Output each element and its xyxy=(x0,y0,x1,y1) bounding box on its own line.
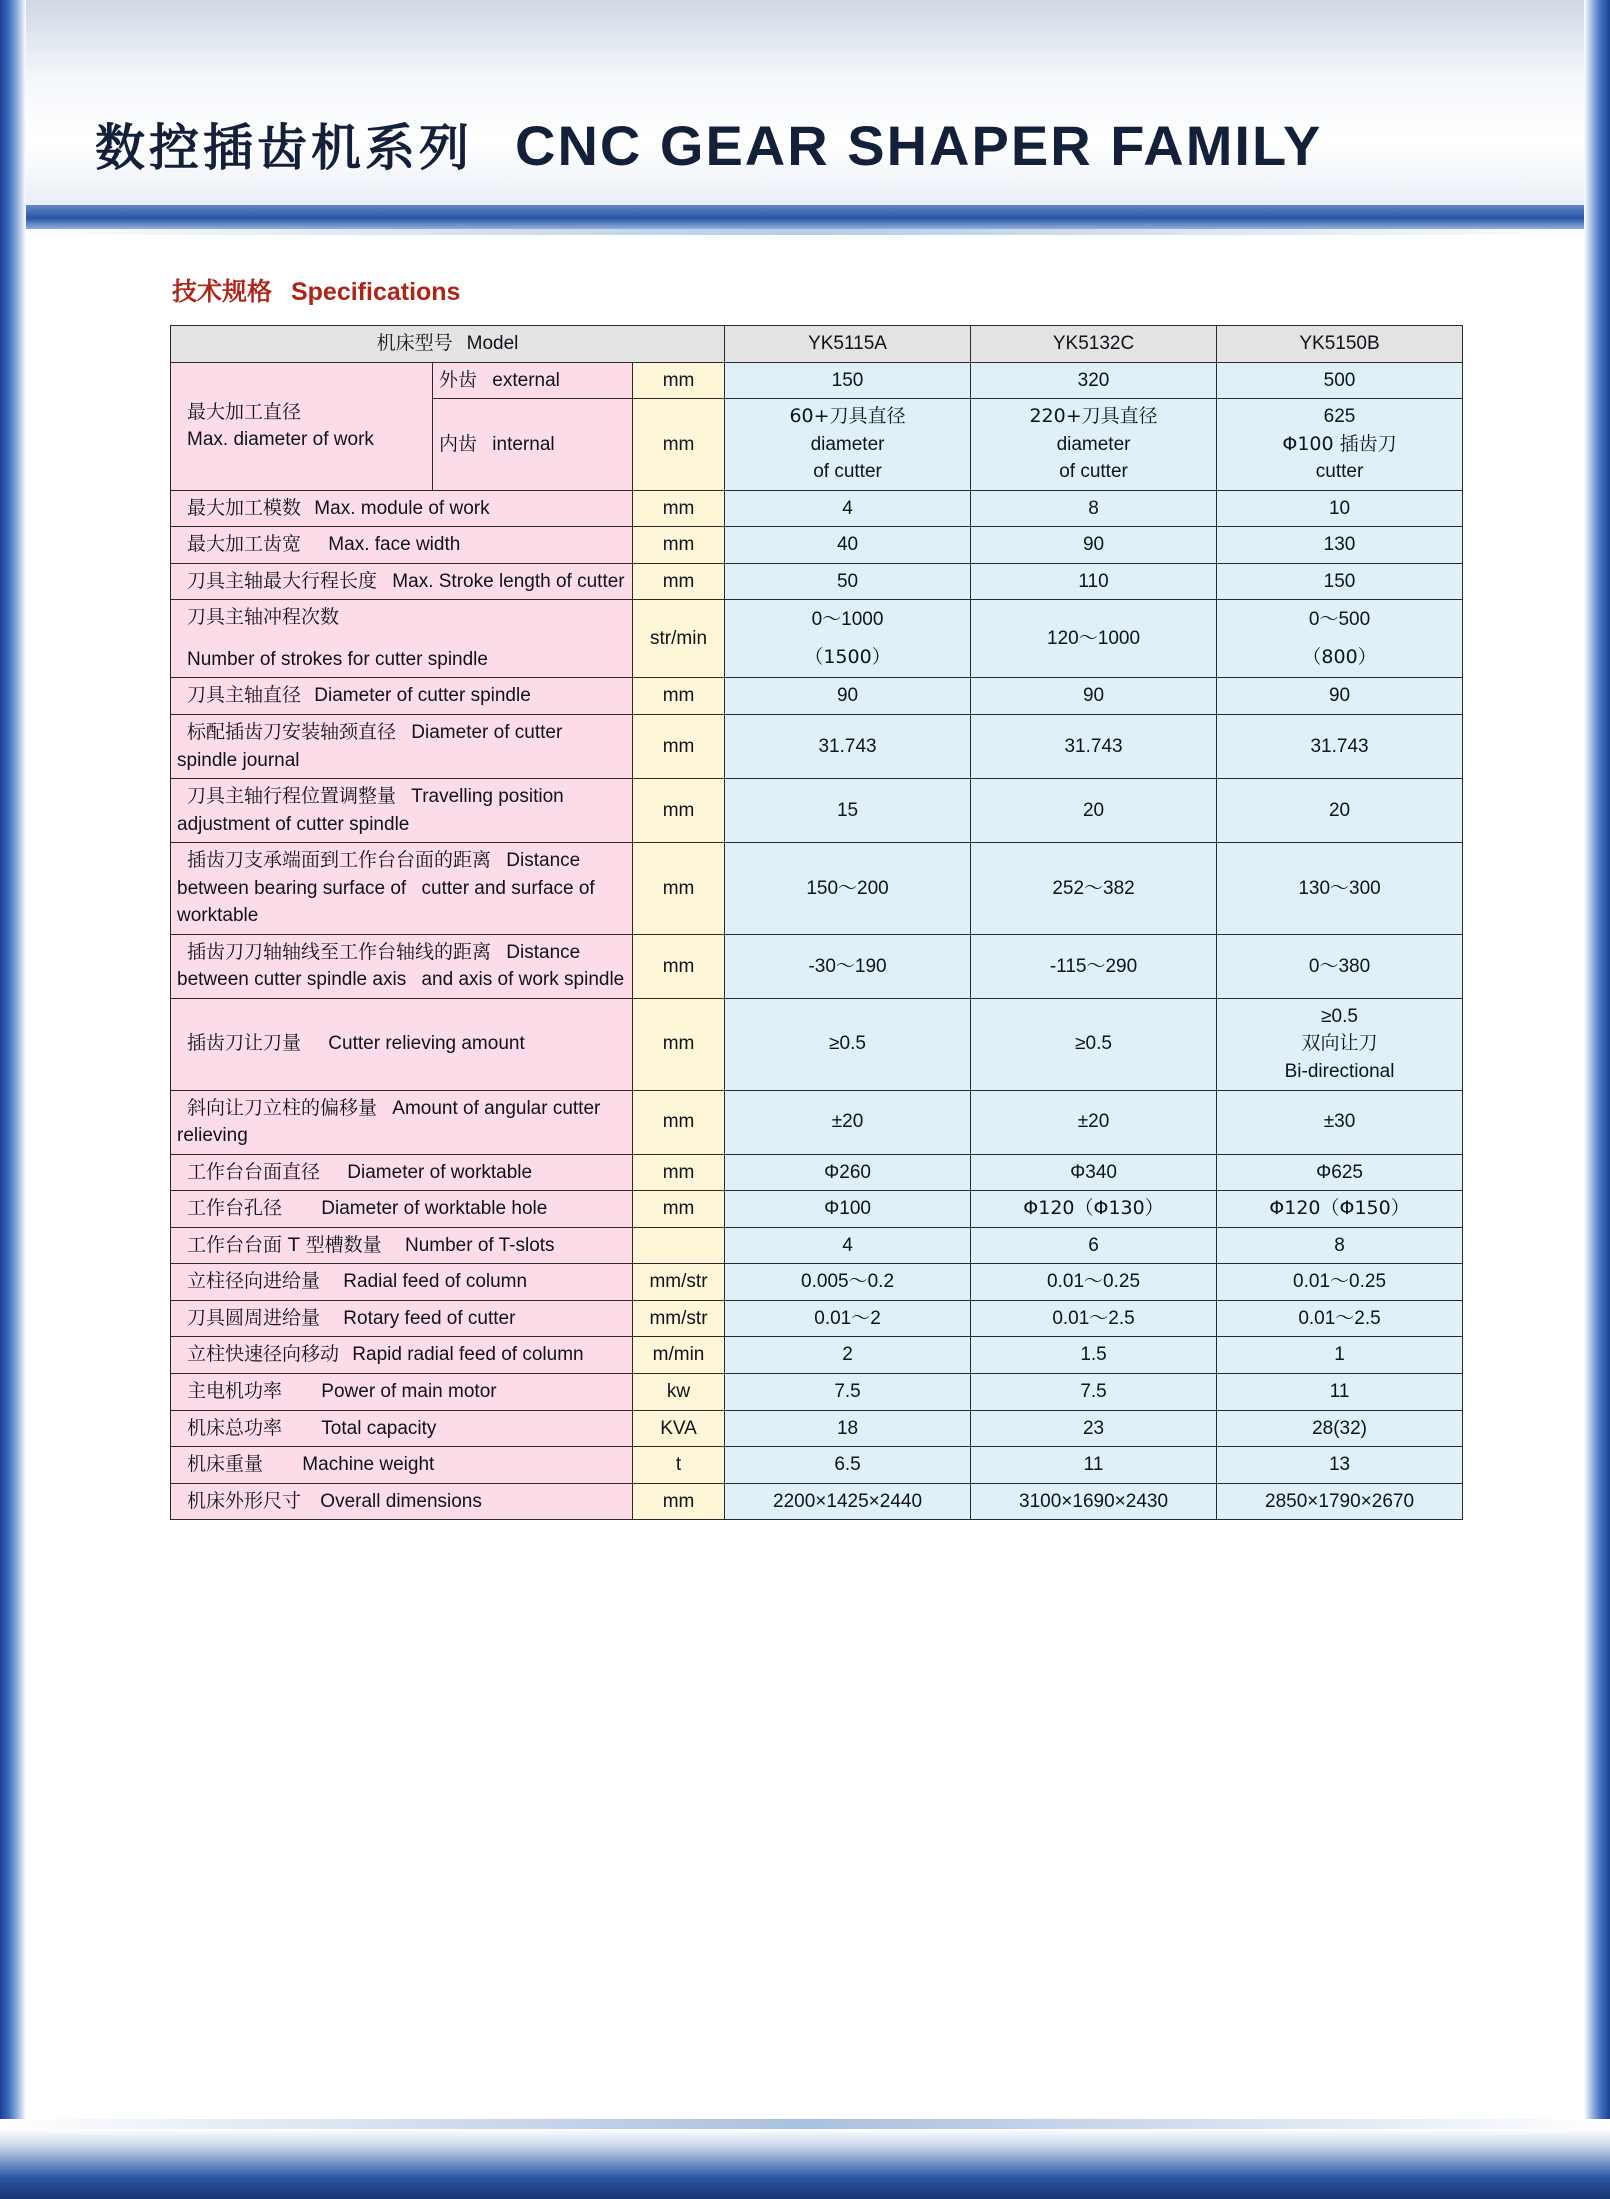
row-label-en: Rotary feed of cutter xyxy=(343,1307,516,1329)
cell-value: 500 xyxy=(1217,362,1463,399)
cell-value: 150 xyxy=(1217,563,1463,600)
header-rule xyxy=(0,205,1610,229)
row-unit: mm/str xyxy=(633,1300,725,1337)
row-label-cn: 工作台台面直径 xyxy=(187,1160,321,1183)
row-unit: kw xyxy=(633,1373,725,1410)
header-rule-highlight xyxy=(0,229,1610,235)
cell-value: 7.5 xyxy=(725,1373,971,1410)
cell-value: ±20 xyxy=(971,1090,1217,1154)
cell-value: Φ340 xyxy=(971,1154,1217,1191)
cell-value: 20 xyxy=(1217,779,1463,843)
right-decorative-bar xyxy=(1584,0,1610,2199)
table-row xyxy=(171,600,1463,678)
row-label-travel-adjust xyxy=(171,779,633,843)
row-label-cn: 机床总功率 xyxy=(187,1416,283,1439)
cell-value: 6 xyxy=(971,1227,1217,1264)
row-label-cutter-spindle-dia xyxy=(171,678,633,715)
row-label-en: Max. Stroke length of cutter xyxy=(392,570,625,592)
sublabel-en: internal xyxy=(492,433,555,455)
row-label-cn: 最大加工直径 xyxy=(187,400,302,423)
table-row xyxy=(171,490,1463,527)
sublabel-cn: 内齿 xyxy=(439,432,478,455)
row-label-strokes xyxy=(171,600,633,678)
header-model-3: YK5150B xyxy=(1217,326,1463,363)
cell-value: 3100×1690×2430 xyxy=(971,1483,1217,1520)
row-sublabel-external xyxy=(433,362,633,399)
cell-value: 90 xyxy=(971,678,1217,715)
cell-value: 0～380 xyxy=(1217,934,1463,998)
table-row xyxy=(171,715,1463,779)
section-title xyxy=(172,272,460,308)
row-label-machine-weight xyxy=(171,1447,633,1484)
cell-value: Φ625 xyxy=(1217,1154,1463,1191)
row-label-en2: and axis of work spindle xyxy=(421,969,625,991)
row-label-cn: 刀具圆周进给量 xyxy=(187,1306,321,1329)
sublabel-en: external xyxy=(492,369,560,391)
row-label-en: Max. diameter of work xyxy=(187,429,374,451)
row-label-en: Max. face width xyxy=(328,534,461,556)
row-label-en: Number of strokes for cutter spindle xyxy=(187,648,488,670)
row-label-max-stroke xyxy=(171,563,633,600)
row-label-cn: 立柱快速径向移动 xyxy=(187,1343,340,1366)
row-label-worktable-dia xyxy=(171,1154,633,1191)
cell-value: 7.5 xyxy=(971,1373,1217,1410)
cell-value: -30～190 xyxy=(725,934,971,998)
cell-value: 15 xyxy=(725,779,971,843)
row-label-cn: 立柱径向进给量 xyxy=(187,1270,321,1293)
row-unit: str/min xyxy=(633,600,725,678)
cell-value: 2 xyxy=(725,1337,971,1374)
row-label-cn: 最大加工齿宽 xyxy=(187,533,302,556)
cell-value: 120～1000 xyxy=(971,600,1217,678)
row-label-en: Amount of angular cutter relieving xyxy=(177,1097,601,1147)
header-model-cn: 机床型号 xyxy=(376,332,453,354)
table-row xyxy=(171,563,1463,600)
cell-value: 8 xyxy=(971,490,1217,527)
row-label-en: Diameter of worktable xyxy=(347,1161,533,1183)
row-label-en: Machine weight xyxy=(302,1454,435,1476)
row-label-cn: 刀具主轴行程位置调整量 xyxy=(187,785,397,808)
table-row xyxy=(171,1483,1463,1520)
cell-value: 10 xyxy=(1217,490,1463,527)
cell-value: 150 xyxy=(725,362,971,399)
cell-value: 130 xyxy=(1217,527,1463,564)
row-label-en: Diameter of worktable hole xyxy=(321,1198,548,1220)
specifications-table xyxy=(170,325,1463,1520)
row-label-worktable-hole xyxy=(171,1191,633,1228)
cell-value: 90 xyxy=(1217,678,1463,715)
cell-value: 2850×1790×2670 xyxy=(1217,1483,1463,1520)
table-row xyxy=(171,1264,1463,1301)
table-row xyxy=(171,843,1463,935)
cell-value: 28(32) xyxy=(1217,1410,1463,1447)
table-row xyxy=(171,1300,1463,1337)
table-row xyxy=(171,1227,1463,1264)
row-label-en: Cutter relieving amount xyxy=(328,1033,525,1055)
table-header-row xyxy=(171,326,1463,363)
cell-value: 8 xyxy=(1217,1227,1463,1264)
row-unit: mm xyxy=(633,1483,725,1520)
cell-value: 150～200 xyxy=(725,843,971,935)
row-label-en2: cutter and surface of worktable xyxy=(177,877,595,927)
cell-value: 220+刀具直径 diameter of cutter xyxy=(971,399,1217,491)
row-unit: mm/str xyxy=(633,1264,725,1301)
row-sublabel-internal xyxy=(433,399,633,491)
row-label-angular-relieving xyxy=(171,1090,633,1154)
row-label-cn: 最大加工模数 xyxy=(187,496,302,519)
row-unit: mm xyxy=(633,934,725,998)
cell-value: ≥0.5 xyxy=(725,998,971,1090)
table-row xyxy=(171,1447,1463,1484)
cell-value: ≥0.5 双向让刀 Bi-directional xyxy=(1217,998,1463,1090)
cell-value: Φ120（Φ130） xyxy=(971,1191,1217,1228)
row-label-en: Power of main motor xyxy=(321,1380,497,1402)
cell-value: 625 Φ100 插齿刀 cutter xyxy=(1217,399,1463,491)
row-label-relieving xyxy=(171,998,633,1090)
table-row xyxy=(171,934,1463,998)
row-label-en: Distance between bearing surface of xyxy=(177,850,581,899)
cell-value: ±30 xyxy=(1217,1090,1463,1154)
row-label-en: Number of T-slots xyxy=(404,1234,555,1256)
cell-value: 0～500 （800） xyxy=(1217,600,1463,678)
row-label-en: Diameter of cutter spindle journal xyxy=(177,722,563,771)
cell-value: Φ260 xyxy=(725,1154,971,1191)
row-label-overall-dimensions xyxy=(171,1483,633,1520)
row-label-max-face-width xyxy=(171,527,633,564)
row-unit: mm xyxy=(633,843,725,935)
row-label-cn: 主电机功率 xyxy=(187,1379,283,1402)
row-label-cn: 标配插齿刀安装轴颈直径 xyxy=(187,721,397,744)
cell-value: 90 xyxy=(725,678,971,715)
table-row xyxy=(171,998,1463,1090)
header-model-en: Model xyxy=(466,333,519,354)
row-label-max-diameter xyxy=(171,362,433,490)
row-unit: mm xyxy=(633,563,725,600)
page-title-cn: 数控插齿机系列 xyxy=(95,119,473,177)
cell-value: 0～1000 （1500） xyxy=(725,600,971,678)
cell-value: Φ100 xyxy=(725,1191,971,1228)
table-row xyxy=(171,678,1463,715)
row-unit: t xyxy=(633,1447,725,1484)
cell-value: Φ120（Φ150） xyxy=(1217,1191,1463,1228)
row-label-cn: 刀具主轴直径 xyxy=(187,684,302,707)
row-unit: mm xyxy=(633,527,725,564)
row-unit: mm xyxy=(633,362,725,399)
row-unit: mm xyxy=(633,998,725,1090)
cell-value: ≥0.5 xyxy=(971,998,1217,1090)
row-label-bearing-distance xyxy=(171,843,633,935)
row-label-cn: 工作台孔径 xyxy=(187,1197,283,1220)
table-row xyxy=(171,779,1463,843)
row-label-en: Diameter of cutter spindle xyxy=(314,685,531,707)
row-unit: mm xyxy=(633,399,725,491)
cell-value: 11 xyxy=(1217,1373,1463,1410)
table-row xyxy=(171,1373,1463,1410)
cell-value: 4 xyxy=(725,1227,971,1264)
cell-value: 130～300 xyxy=(1217,843,1463,935)
cell-value: 50 xyxy=(725,563,971,600)
row-label-total-capacity xyxy=(171,1410,633,1447)
left-decorative-bar xyxy=(0,0,26,2199)
row-label-radial-feed xyxy=(171,1264,633,1301)
cell-value: 4 xyxy=(725,490,971,527)
cell-value: 0.01～2 xyxy=(725,1300,971,1337)
row-label-en: Max. module of work xyxy=(314,497,490,519)
header-model-2: YK5132C xyxy=(971,326,1217,363)
header-model-cell xyxy=(171,326,725,363)
section-title-cn: 技术规格 xyxy=(172,277,273,306)
cell-value: 11 xyxy=(971,1447,1217,1484)
cell-value: 13 xyxy=(1217,1447,1463,1484)
table-row xyxy=(171,1410,1463,1447)
row-label-en: Travelling position adjustment of cutter spindle xyxy=(177,786,564,835)
table-row xyxy=(171,362,1463,399)
cell-value: 31.743 xyxy=(1217,715,1463,779)
section-title-en: Specifications xyxy=(290,278,461,306)
row-unit: mm xyxy=(633,1191,725,1228)
row-label-axis-distance xyxy=(171,934,633,998)
cell-value: 252～382 xyxy=(971,843,1217,935)
cell-value: -115～290 xyxy=(971,934,1217,998)
cell-value: 110 xyxy=(971,563,1217,600)
cell-value: 18 xyxy=(725,1410,971,1447)
row-label-max-module xyxy=(171,490,633,527)
cell-value: 0.005～0.2 xyxy=(725,1264,971,1301)
cell-value: 0.01～2.5 xyxy=(1217,1300,1463,1337)
row-unit: KVA xyxy=(633,1410,725,1447)
row-label-en: Overall dimensions xyxy=(320,1490,482,1512)
cell-value: ±20 xyxy=(725,1090,971,1154)
cell-value: 2200×1425×2440 xyxy=(725,1483,971,1520)
row-unit: mm xyxy=(633,490,725,527)
footer-rule-highlight xyxy=(0,2119,1610,2129)
row-label-t-slots xyxy=(171,1227,633,1264)
cell-value: 90 xyxy=(971,527,1217,564)
table-row xyxy=(171,1090,1463,1154)
cell-value: 1 xyxy=(1217,1337,1463,1374)
row-label-en: Radial feed of column xyxy=(343,1271,528,1293)
table-row xyxy=(171,527,1463,564)
row-label-en: Total capacity xyxy=(321,1417,437,1439)
cell-value: 23 xyxy=(971,1410,1217,1447)
cell-value: 40 xyxy=(725,527,971,564)
sublabel-cn: 外齿 xyxy=(439,368,478,391)
row-label-rapid-radial xyxy=(171,1337,633,1374)
row-label-en: Distance between cutter spindle axis xyxy=(177,941,581,991)
row-label-cn: 工作台台面 T 型槽数量 xyxy=(187,1233,382,1256)
page-title-en: CNC GEAR SHAPER FAMILY xyxy=(515,114,1323,177)
cell-value: 31.743 xyxy=(725,715,971,779)
row-unit: m/min xyxy=(633,1337,725,1374)
row-unit: mm xyxy=(633,1154,725,1191)
row-unit xyxy=(633,1227,725,1264)
cell-value: 0.01～0.25 xyxy=(971,1264,1217,1301)
cell-value: 20 xyxy=(971,779,1217,843)
cell-value: 60+刀具直径 diameter of cutter xyxy=(725,399,971,491)
cell-value: 320 xyxy=(971,362,1217,399)
table-row xyxy=(171,1191,1463,1228)
cell-value: 0.01～0.25 xyxy=(1217,1264,1463,1301)
row-label-rotary-feed xyxy=(171,1300,633,1337)
header-model-1: YK5115A xyxy=(725,326,971,363)
row-label-cn: 刀具主轴冲程次数 xyxy=(187,606,340,629)
row-label-cn: 机床外形尺寸 xyxy=(187,1489,302,1512)
table-row xyxy=(171,1154,1463,1191)
page-footer xyxy=(0,2129,1610,2199)
row-unit: mm xyxy=(633,779,725,843)
row-label-cn: 插齿刀支承端面到工作台台面的距离 xyxy=(187,849,492,872)
table-row xyxy=(171,1337,1463,1374)
row-label-main-motor xyxy=(171,1373,633,1410)
page-title xyxy=(95,108,1322,180)
cell-value: 6.5 xyxy=(725,1447,971,1484)
row-unit: mm xyxy=(633,715,725,779)
row-label-cn: 机床重量 xyxy=(187,1453,264,1476)
row-label-cn: 插齿刀让刀量 xyxy=(187,1032,302,1055)
row-label-cn: 刀具主轴最大行程长度 xyxy=(187,569,378,592)
cell-value: 1.5 xyxy=(971,1337,1217,1374)
row-label-en: Rapid radial feed of column xyxy=(352,1344,584,1366)
row-label-journal xyxy=(171,715,633,779)
row-unit: mm xyxy=(633,1090,725,1154)
row-unit: mm xyxy=(633,678,725,715)
cell-value: 31.743 xyxy=(971,715,1217,779)
cell-value: 0.01～2.5 xyxy=(971,1300,1217,1337)
row-label-cn: 插齿刀刀轴轴线至工作台轴线的距离 xyxy=(187,940,492,963)
row-label-cn: 斜向让刀立柱的偏移量 xyxy=(187,1096,378,1119)
